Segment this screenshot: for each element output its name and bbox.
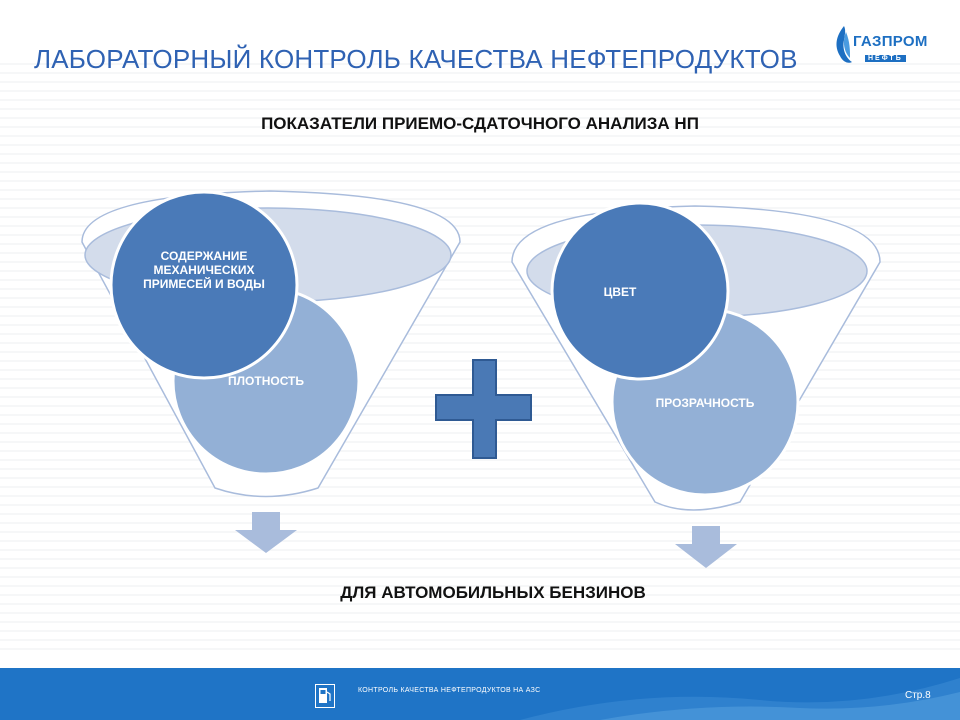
- logo-name: ГАЗПРОМ: [853, 33, 928, 50]
- logo-subtitle: НЕФТЬ: [865, 55, 906, 62]
- fuel-pump-icon: [315, 684, 335, 708]
- bottom-caption: ДЛЯ АВТОМОБИЛЬНЫХ БЕНЗИНОВ: [340, 583, 646, 602]
- left-bottom-circle-label: ПЛОТНОСТЬ: [227, 374, 305, 388]
- left-funnel: [82, 191, 460, 497]
- right-top-circle-label: ЦВЕТ: [603, 285, 637, 299]
- right-down-arrow-icon: [675, 526, 737, 568]
- right-funnel: [512, 203, 880, 510]
- page-title: ЛАБОРАТОРНЫЙ КОНТРОЛЬ КАЧЕСТВА НЕФТЕПРОДУКТОВ: [34, 44, 798, 74]
- footer-text: КОНТРОЛЬ КАЧЕСТВА НЕФТЕПРОДУКТОВ НА АЗС: [358, 687, 541, 694]
- page-number: Стр.8: [905, 690, 931, 701]
- left-down-arrow-icon: [235, 512, 297, 553]
- plus-icon: [436, 360, 531, 458]
- right-bottom-circle-label: ПРОЗРАЧНОСТЬ: [655, 396, 755, 410]
- left-top-circle-label: СОДЕРЖАНИЕ МЕХАНИЧЕСКИХ ПРИМЕСЕЙ И ВОДЫ: [143, 249, 265, 291]
- footer-wave-decoration: [0, 668, 960, 720]
- diagram-subtitle: ПОКАЗАТЕЛИ ПРИЕМО-СДАТОЧНОГО АНАЛИЗА НП: [261, 114, 699, 133]
- footer-bar: [0, 668, 960, 720]
